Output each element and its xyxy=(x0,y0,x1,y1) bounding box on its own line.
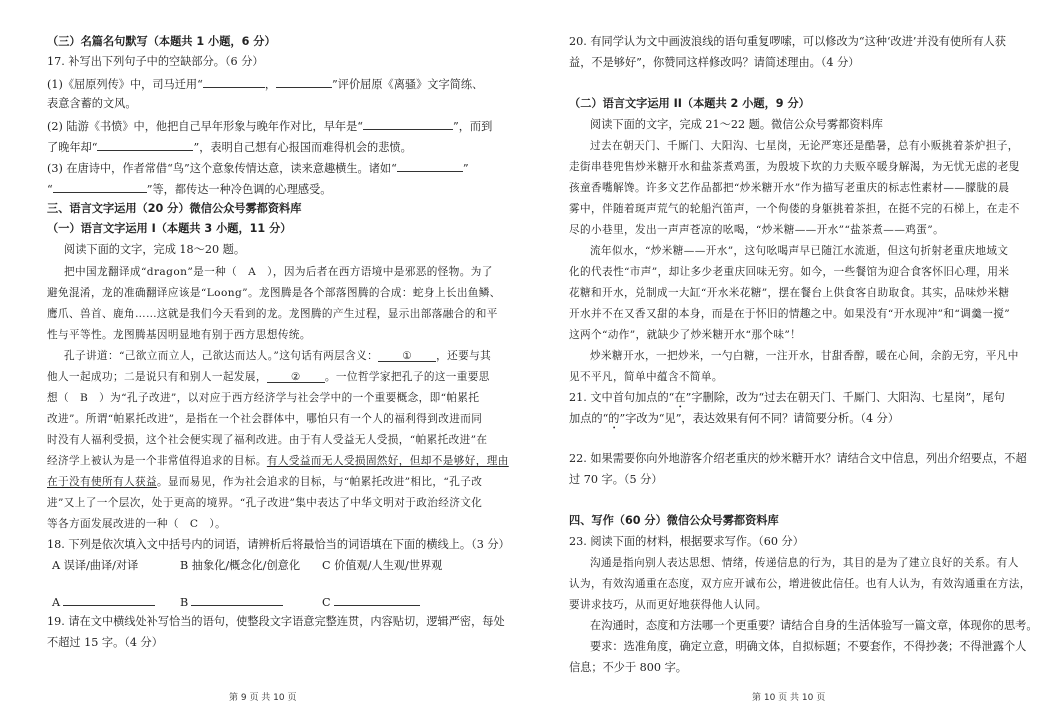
q17-item-1-cont: 表意含蓄的文风。 xyxy=(47,97,137,110)
wavy-underline-part2: 在于没有使所有人获益 xyxy=(47,476,157,488)
section-4-header: 四、写作（60 分）微信公众号雾都资料库 xyxy=(569,514,779,527)
blank-4[interactable] xyxy=(97,139,193,151)
passage-p1-line4: 性与平等性。龙图腾基因明显地有别于西方思想传统。 xyxy=(47,329,311,341)
r-passage-p1-line1: 过去在朝天门、千厮门、大阳沟、七星岗，无论严寒还是酷暑，总有小贩挑着茶炉担子， xyxy=(590,140,1019,152)
q23-title: 23. 阅读下面的材料，根据要求写作。（60 分） xyxy=(569,535,804,548)
writing-prompt: 在沟通时，态度和方法哪一个更重要？请结合自身的生活体验写一篇文章，体现你的思考。 xyxy=(590,619,1038,632)
r-passage-p2-line3: 花糖和开水，兑制成一大缸“开水米花糖”，摆在餐台上供食客自助取食。其实，品味炒米糖 xyxy=(569,287,1010,299)
passage-p2-line5: 时没有人福利受损，这个社会便实现了福利改进。由于有人受益无人受损，“帕累托改进”在 xyxy=(47,434,488,446)
right-page xyxy=(528,0,1049,710)
reading-intro-2: 阅读下面的文字，完成 21～22 题。微信公众号雾都资料库 xyxy=(590,118,883,131)
passage-p2-line8: 进”又上了一个层次，处于更高的境界。“孔子改进”集中表达了中华文明对于政治经济文化 xyxy=(47,497,483,509)
passage-p1-line1: 把中国龙翻译成“dragon”是一种（ A ），因为后者在西方语境中是邪恶的怪物。为了 xyxy=(64,266,493,278)
q18-option-c: C 价值观/人生观/世界观 xyxy=(322,559,443,572)
writing-requirements-line1: 要求：选准角度，确定立意，明确文体，自拟标题；不要套作，不得抄袭；不得泄露个人 xyxy=(590,640,1027,653)
q22-line1: 22. 如果需要你向外地游客介绍老重庆的炒米糖开水？请结合文中信息，列出介绍要点，不超 xyxy=(569,452,1027,465)
q18-blank-b[interactable] xyxy=(191,594,283,606)
q18-answer-b: B xyxy=(180,594,283,610)
q22-line2: 过 70 字。（5 分） xyxy=(569,473,663,486)
passage-p2-line3: 想（ B ）为“孔子改进”，以对应于西方经济学与社会学中的一个重要概念，即“帕累托 xyxy=(47,392,480,404)
r-passage-p2-line5: 这两个“动作”，就缺少了炒米糖开水“那个味”！ xyxy=(569,329,802,341)
q19-line1: 19. 请在文中横线处补写恰当的语句，使整段文字语意完整连贯，内容贴切，逻辑严密，每处 xyxy=(47,615,505,628)
q18-answer-c: C xyxy=(322,594,420,610)
q18-blank-c[interactable] xyxy=(334,594,420,606)
section-3-header: （三）名篇名句默写（本题共 1 小题，6 分） xyxy=(47,35,276,48)
r-passage-p2-line2: 化的代表性“市声”，却让多少老重庆回味无穷。如今，一些餐馆为迎合食客怀旧心理，用米 xyxy=(569,266,1010,278)
q21-line2: 加点的“的”字改为“见”，表达效果有何不同？请简要分析。（4 分） xyxy=(569,412,900,425)
writing-material-line3: 要讲求技巧，从而更好地获得他人认同。 xyxy=(569,599,767,611)
r-passage-p3-line2: 见不平凡，简单中蕴含不简单。 xyxy=(569,371,723,383)
r-passage-p2-line1: 流年似水，“炒米糖——开水”，这句吆喝声早已随江水流逝，但这句折射老重庆地域文 xyxy=(590,245,1009,257)
q20-line2: 益，不是够好”，你赞同这样修改吗？请简述理由。（4 分） xyxy=(569,56,860,69)
q18-blank-a[interactable] xyxy=(63,594,155,606)
q20-line1: 20. 有同学认为文中画波浪线的语句重复啰嗦，可以修改为“这种‘改进’并没有使所有人获 xyxy=(569,35,1006,48)
q18-option-b: B 抽象化/概念化/创意化 xyxy=(180,559,301,572)
reading-intro: 阅读下面的文字，完成 18～20 题。 xyxy=(64,243,246,256)
section-lang-header: 三、语言文字运用（20 分）微信公众号雾都资料库 xyxy=(47,202,302,215)
q18-answer-a: A xyxy=(52,594,155,610)
page-footer-right: 第 10 页 共 10 页 xyxy=(752,693,826,703)
q17-item-1: (1)《屈原列传》中，司马迁用“ ， ”评价屈原《离骚》文字简练、 xyxy=(47,78,484,91)
blank-circle-1[interactable]: ① xyxy=(378,349,436,362)
subsection-1-header: （一）语言文字运用 I（本题共 3 小题，11 分） xyxy=(47,222,292,235)
dotted-char-de: 的 xyxy=(608,412,620,425)
q21-line1: 21. 文中首句加点的“在”字删除，改为“过去在朝天门、千厮门、大阳沟、七星岗”，尾句 xyxy=(569,391,1005,404)
passage-p2-line6: 经济学上被认为是一个非常值得追求的目标。有人受益而无人受损固然好，但却不是够好，理由 xyxy=(47,455,509,467)
r-passage-p1-line2: 走街串巷兜售炒米糖开水和盐茶煮鸡蛋，为殷坡下坎的力夫贩卒暖身解渴，为无忧无虑的老叟 xyxy=(569,161,1020,173)
q17-item-2: (2) 陆游《书愤》中，他把自己早年形象与晚年作对比，早年是“ ”，而到 xyxy=(47,120,493,133)
passage-p1-line2: 避免混淆，龙的准确翻译应该是“Loong”。龙图腾是各个部落图腾的合成：蛇身上长出鱼鳞、 xyxy=(47,287,501,299)
blank-6[interactable] xyxy=(53,181,147,193)
r-passage-p1-line4: 雾中，伴随着斑声荒气的轮船汽笛声，一个佝偻的身躯挑着茶担，在挺不完的石梯上，在走不 xyxy=(569,203,1020,215)
passage-p2-line9: 等各方面发展改进的一种（ C ）。 xyxy=(47,518,227,530)
q18-option-a: A 误译/曲译/对译 xyxy=(52,559,139,572)
q17-title: 17. 补写出下列句子中的空缺部分。（6 分） xyxy=(47,55,264,68)
r-passage-p2-line4: 开水并不在又香又甜的本身，而是在于怀旧的情趣之中。如果没有“开水现冲”和“调羹一搅” xyxy=(569,308,1011,320)
left-page xyxy=(0,0,512,710)
passage-p2-line2: 他人一起成功；二是说只有和别人一起发展， ② 。一位哲学家把孔子的这一重要思 xyxy=(47,371,490,383)
q17-item-3-cont: “ ”等，都传达一种冷色调的心理感受。 xyxy=(47,183,332,196)
blank-5[interactable] xyxy=(397,160,463,172)
q17-item-2-cont: 了晚年却“ ”，表明自己想有心报国而难得机会的悲愤。 xyxy=(47,141,412,154)
subsection-2-header: （二）语言文字运用 II（本题共 2 小题，9 分） xyxy=(569,97,810,110)
r-passage-p1-line5: 尽的小巷里，发出一声声苍凉的吆喝，“炒米糖——开水”“盐茶煮——鸡蛋”。 xyxy=(569,224,945,236)
wavy-underline-part1: 有人受益而无人受损固然好，但却不是够好，理由 xyxy=(266,455,509,467)
passage-p2-line7: 在于没有使所有人获益。显而易见，作为社会追求的目标，与“帕累托改进”相比，“孔子改 xyxy=(47,476,483,488)
blank-3[interactable] xyxy=(363,118,453,130)
r-passage-p3-line1: 炒米糖开水，一把炒米，一勺白糖，一注开水，甘甜香醇，暖在心间，余韵无穷，平凡中 xyxy=(590,350,1019,362)
blank-circle-2[interactable]: ② xyxy=(267,370,325,383)
q17-item-3: (3) 在唐诗中，作者常借“鸟”这个意象传情达意，读来意趣横生。诸如“ ” xyxy=(47,162,469,175)
passage-p1-line3: 鹰爪、兽首、鹿角……这就是我们今天看到的龙。龙图腾的产生过程，显示出部落融合的和平 xyxy=(47,308,498,320)
r-passage-p1-line3: 孩童香嘴解馋。许多文艺作品都把“炒米糖开水”作为描写老重庆的标志性素材——朦胧的晨 xyxy=(569,182,1010,194)
page-footer-left: 第 9 页 共 10 页 xyxy=(229,693,297,703)
dotted-char-zai: 在 xyxy=(674,391,686,404)
passage-p2-line4: 改进”。所谓“帕累托改进”，是指在一个社会群体中，哪怕只有一个人的福利得到改进而同 xyxy=(47,413,483,425)
writing-material-line1: 沟通是指向别人表达思想、情绪，传递信息的行为，其目的是为了建立良好的关系。有人 xyxy=(590,557,1019,569)
writing-requirements-line2: 信息；不少于 800 字。 xyxy=(569,661,687,674)
blank-2[interactable] xyxy=(276,76,332,88)
q18-title: 18. 下列是依次填入文中括号内的词语，请辨析后将最恰当的词语填在下面的横线上。（3 分） xyxy=(47,538,510,551)
passage-p2-line1: 孔子讲道：“己欲立而立人，己欲达而达人。”这句话有两层含义： ① ，还要与其 xyxy=(64,350,492,362)
writing-material-line2: 认为，有效沟通重在态度，双方应开诚布公，增进彼此信任。也有人认为，有效沟通重在方法， xyxy=(569,578,1031,590)
q19-line2: 不超过 15 字。（4 分） xyxy=(47,636,163,649)
blank-1[interactable] xyxy=(203,76,265,88)
